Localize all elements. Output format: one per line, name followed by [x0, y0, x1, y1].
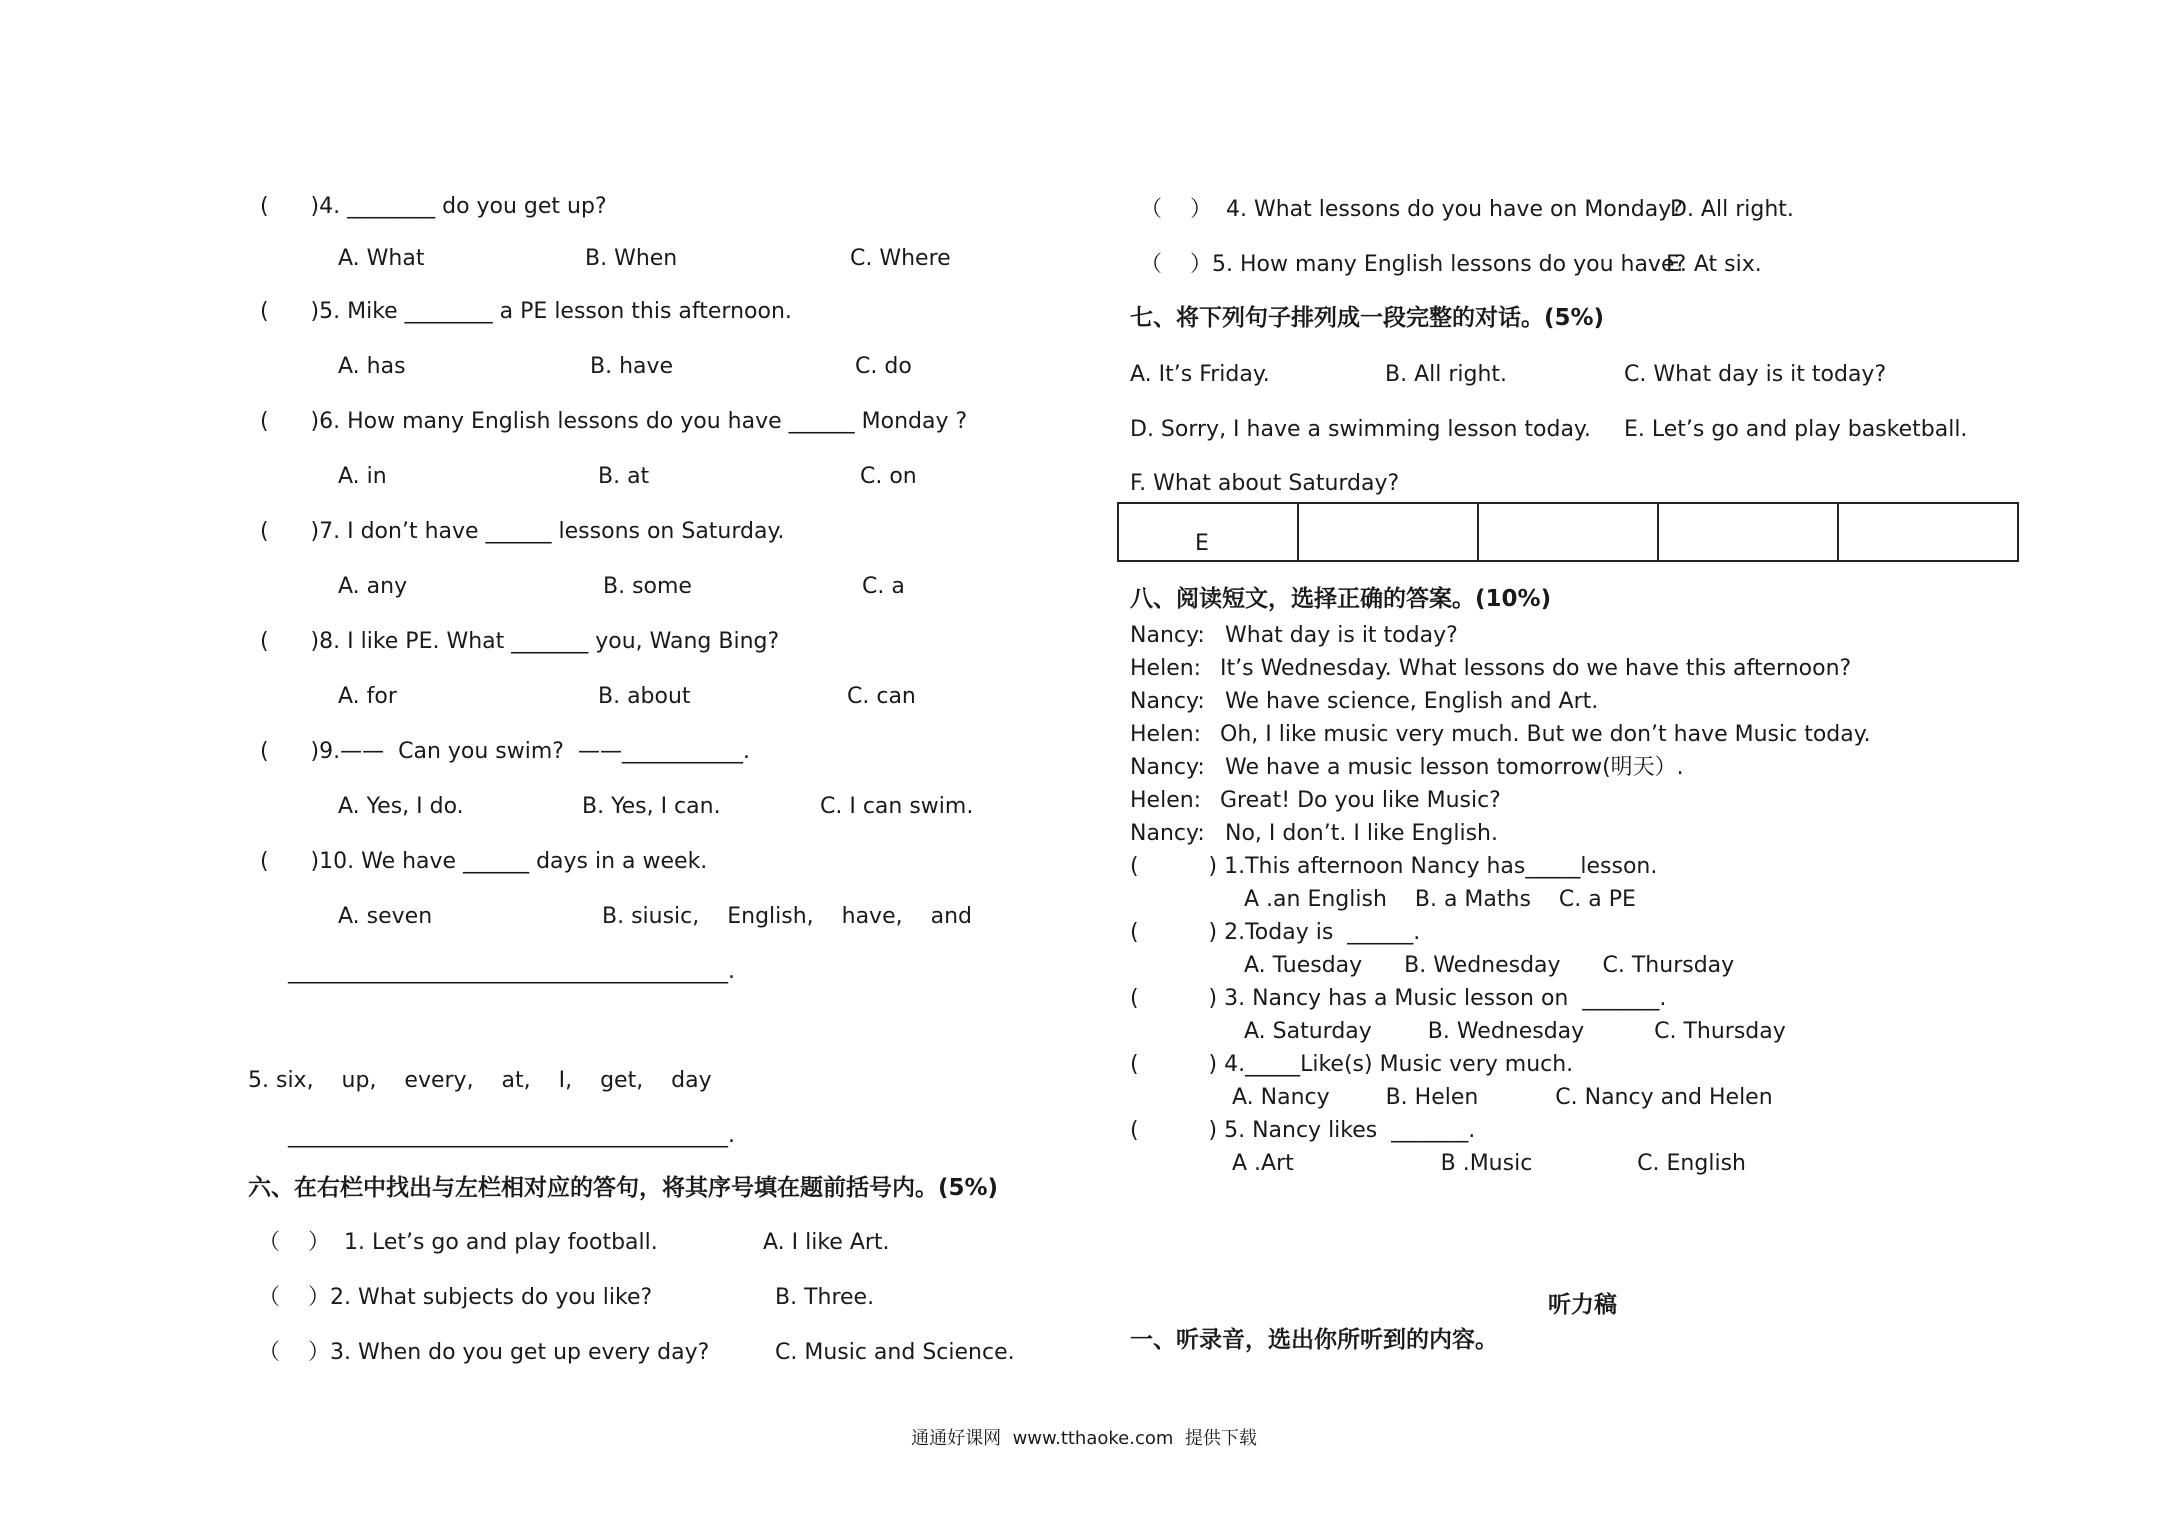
order-option-c: C. What day is it today? — [1624, 362, 1887, 387]
order-option-d: D. Sorry, I have a swimming lesson today. — [1130, 417, 1591, 442]
option-a: A. for — [338, 684, 397, 709]
listening-title: 听力稿 — [1548, 1292, 1617, 1318]
dialogue-line: We have science, English and Art. — [1225, 689, 1599, 714]
reading-question-3: ( ) 3. Nancy has a Music lesson on _______. — [1130, 986, 1667, 1011]
option-a: A. seven — [338, 904, 433, 929]
dialogue-line: It’s Wednesday. What lessons do we have this afternoon? — [1220, 656, 1852, 681]
order-cell[interactable]: E — [1118, 503, 1298, 561]
order-cell[interactable] — [1478, 503, 1658, 561]
reading-question-5: ( ) 5. Nancy likes _______. — [1130, 1118, 1476, 1143]
match-answer-d: D. All right. — [1670, 197, 1794, 222]
option-c: C. Where — [850, 246, 951, 271]
speaker: Nancy: — [1130, 689, 1205, 714]
reading-options-5: A .Art B .Music C. English — [1232, 1151, 1746, 1176]
reading-question-4: ( ) 4._____Like(s) Music very much. — [1130, 1052, 1574, 1077]
dialogue-line: We have a music lesson tomorrow(明天）. — [1225, 755, 1684, 780]
section-6-title: 六、在右栏中找出与左栏相对应的答句，将其序号填在题前括号内。(5%) — [248, 1175, 999, 1201]
listening-subtitle: 一、听录音，选出你所听到的内容。 — [1130, 1327, 1498, 1353]
speaker: Nancy: — [1130, 821, 1205, 846]
option-a: A. What — [338, 246, 425, 271]
order-option-b: B. All right. — [1385, 362, 1508, 387]
answer-line: ________________________________________. — [288, 1123, 735, 1148]
option-b: B. about — [598, 684, 691, 709]
dialogue-line: Great! Do you like Music? — [1220, 788, 1501, 813]
question-4: ( )4. ________ do you get up? — [260, 194, 607, 219]
section-8-title: 八、阅读短文，选择正确的答案。(10%) — [1130, 586, 1552, 612]
option-c: C. a — [862, 574, 905, 599]
option-a: A. Yes, I do. — [338, 794, 464, 819]
order-cell[interactable] — [1838, 503, 2018, 561]
reading-question-2: ( ) 2.Today is ______. — [1130, 920, 1421, 945]
match-question-1: （ ） 1. Let’s go and play football. — [258, 1230, 658, 1255]
question-6: ( )6. How many English lessons do you have ______ Monday ? — [260, 409, 968, 434]
order-option-e: E. Let’s go and play basketball. — [1624, 417, 1968, 442]
reading-options-4: A. Nancy B. Helen C. Nancy and Helen — [1232, 1085, 1773, 1110]
question-8: ( )8. I like PE. What _______ you, Wang Bing? — [260, 629, 780, 654]
order-option-a: A. It’s Friday. — [1130, 362, 1270, 387]
option-c: C. do — [855, 354, 912, 379]
speaker: Nancy: — [1130, 755, 1205, 780]
answer-line: ________________________________________. — [288, 959, 735, 984]
reading-options-1: A .an English B. a Maths C. a PE — [1244, 887, 1636, 912]
match-question-3: （ ）3. When do you get up every day? — [258, 1340, 710, 1365]
question-10: ( )10. We have ______ days in a week. — [260, 849, 708, 874]
reading-question-1: ( ) 1.This afternoon Nancy has_____lesson. — [1130, 854, 1658, 879]
option-a: A. any — [338, 574, 408, 599]
option-b: B. some — [603, 574, 692, 599]
speaker: Helen: — [1130, 722, 1202, 747]
option-a: A. has — [338, 354, 406, 379]
order-option-f: F. What about Saturday? — [1130, 471, 1400, 496]
speaker: Nancy: — [1130, 623, 1205, 648]
question-9: ( )9.—— Can you swim? ——___________. — [260, 739, 750, 764]
option-b: B. have — [590, 354, 674, 379]
match-answer-a: A. I like Art. — [763, 1230, 890, 1255]
option-b: B. When — [585, 246, 678, 271]
reading-options-3: A. Saturday B. Wednesday C. Thursday — [1244, 1019, 1786, 1044]
match-answer-c: C. Music and Science. — [775, 1340, 1015, 1365]
question-7: ( )7. I don’t have ______ lessons on Saturday. — [260, 519, 785, 544]
reading-options-2: A. Tuesday B. Wednesday C. Thursday — [1244, 953, 1735, 978]
option-b: B. siusic, English, have, and — [602, 904, 972, 929]
footer: 通通好课网 www.tthaoke.com 提供下载 — [911, 1428, 1257, 1449]
order-answer-table — [1117, 502, 2019, 562]
speaker: Helen: — [1130, 656, 1202, 681]
option-c: C. I can swim. — [820, 794, 974, 819]
order-cell[interactable] — [1658, 503, 1838, 561]
match-question-2: （ ）2. What subjects do you like? — [258, 1285, 653, 1310]
dialogue-line: What day is it today? — [1225, 623, 1458, 648]
match-question-4: （ ） 4. What lessons do you have on Monday? — [1140, 197, 1683, 222]
option-c: C. on — [860, 464, 917, 489]
section-7-title: 七、将下列句子排列成一段完整的对话。(5%) — [1130, 305, 1605, 331]
speaker: Helen: — [1130, 788, 1202, 813]
order-cell[interactable] — [1298, 503, 1478, 561]
option-b: B. Yes, I can. — [582, 794, 721, 819]
match-question-5: （ ）5. How many English lessons do you have? — [1140, 252, 1687, 277]
match-answer-b: B. Three. — [775, 1285, 875, 1310]
match-answer-e: E. At six. — [1666, 252, 1762, 277]
option-c: C. can — [847, 684, 916, 709]
option-b: B. at — [598, 464, 650, 489]
option-a: A. in — [338, 464, 387, 489]
dialogue-line: Oh, I like music very much. But we don’t have Music today. — [1220, 722, 1871, 747]
reorder-question-5: 5. six, up, every, at, I, get, day — [248, 1068, 712, 1093]
dialogue-line: No, I don’t. I like English. — [1225, 821, 1498, 846]
question-5: ( )5. Mike ________ a PE lesson this afternoon. — [260, 299, 792, 324]
